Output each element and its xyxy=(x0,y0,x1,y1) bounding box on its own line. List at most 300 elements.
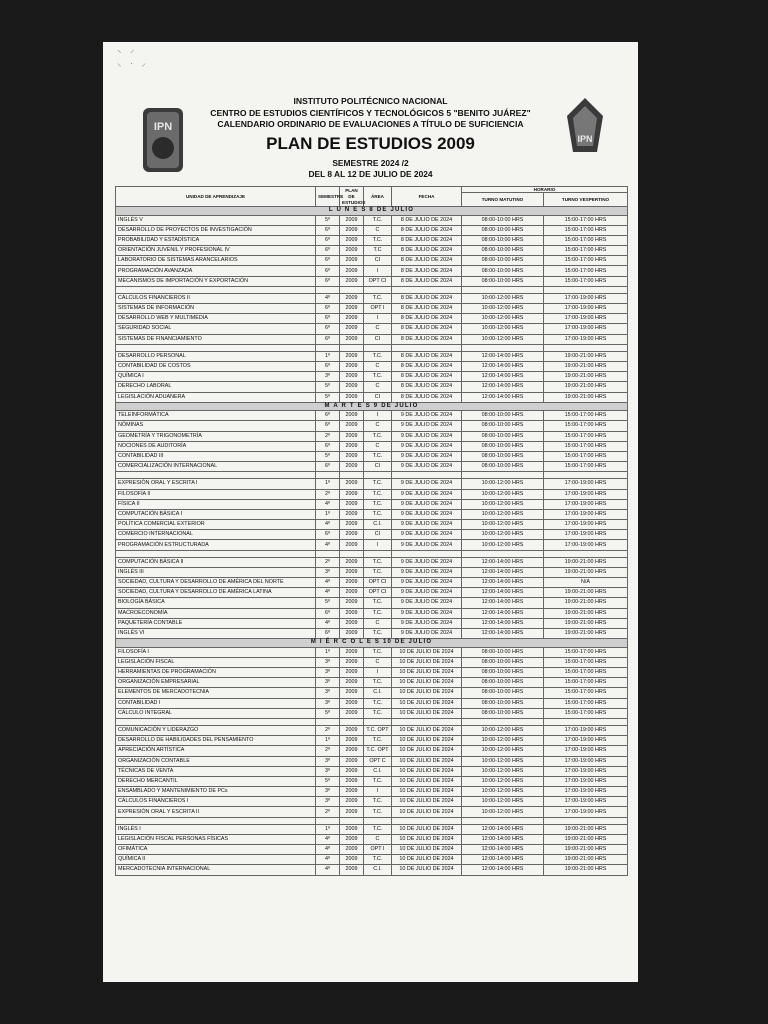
cell-unidad: MACROECONOMÍA xyxy=(116,608,316,618)
cell-plan: 2009 xyxy=(340,540,364,550)
cell-plan: 2009 xyxy=(340,657,364,667)
cell-semestre: 2º xyxy=(316,725,340,735)
cell-vespertino: 19:00-21:00 HRS xyxy=(544,588,628,598)
cell-area: I xyxy=(364,787,392,797)
cell-fecha: 8 DE JULIO DE 2024 xyxy=(392,256,462,266)
cell-vespertino: 17:00-19:00 HRS xyxy=(544,314,628,324)
cell-unidad: COMPUTACIÓN BÁSICA II xyxy=(116,557,316,567)
cell-plan: 2009 xyxy=(340,392,364,402)
cell-plan: 2009 xyxy=(340,334,364,344)
cell-fecha: 10 DE JULIO DE 2024 xyxy=(392,708,462,718)
cell-fecha: 8 DE JULIO DE 2024 xyxy=(392,304,462,314)
cell-matutino: 12:00-14:00 HRS xyxy=(462,845,544,855)
cell-unidad: EXPRESIÓN ORAL Y ESCRITA II xyxy=(116,807,316,817)
cell-vespertino: 15:00-17:00 HRS xyxy=(544,678,628,688)
cell-vespertino: 15:00-17:00 HRS xyxy=(544,225,628,235)
cell-semestre: 6º xyxy=(316,530,340,540)
cell-semestre: 1º xyxy=(316,479,340,489)
table-row xyxy=(116,567,628,577)
cell-semestre: 4º xyxy=(316,618,340,628)
cell-vespertino: 17:00-19:00 HRS xyxy=(544,776,628,786)
cell-unidad: LEGISLACIÓN ADUANERA xyxy=(116,392,316,402)
cell-vespertino: 17:00-19:00 HRS xyxy=(544,736,628,746)
cell-unidad: ORGANIZACIÓN EMPRESARIAL xyxy=(116,678,316,688)
table-row xyxy=(116,756,628,766)
cell-matutino: 10:00-12:00 HRS xyxy=(462,787,544,797)
cell-semestre: 3º xyxy=(316,372,340,382)
table-row xyxy=(116,266,628,276)
cell-matutino: 08:00-10:00 HRS xyxy=(462,678,544,688)
cell-matutino: 08:00-10:00 HRS xyxy=(462,266,544,276)
cell-semestre: 6º xyxy=(316,441,340,451)
spacer-cell xyxy=(364,472,392,479)
cell-fecha: 9 DE JULIO DE 2024 xyxy=(392,567,462,577)
cell-matutino: 10:00-12:00 HRS xyxy=(462,797,544,807)
cell-fecha: 9 DE JULIO DE 2024 xyxy=(392,540,462,550)
cell-semestre: 4º xyxy=(316,293,340,303)
spacer-cell xyxy=(364,817,392,824)
cell-vespertino: 15:00-17:00 HRS xyxy=(544,421,628,431)
cell-fecha: 10 DE JULIO DE 2024 xyxy=(392,746,462,756)
center-name: CENTRO DE ESTUDIOS CIENTÍFICOS Y TECNOLÓGICOS 5 "BENITO JUÁREZ" xyxy=(210,107,531,118)
cell-area: T.C. OPT xyxy=(364,746,392,756)
cell-area: T.C. xyxy=(364,489,392,499)
cell-fecha: 9 DE JULIO DE 2024 xyxy=(392,431,462,441)
cell-matutino: 10:00-12:00 HRS xyxy=(462,479,544,489)
cell-fecha: 10 DE JULIO DE 2024 xyxy=(392,678,462,688)
cell-area: T.C. xyxy=(364,567,392,577)
cell-plan: 2009 xyxy=(340,588,364,598)
cell-semestre: 5º xyxy=(316,708,340,718)
cell-unidad: LEGISLACIÓN FISCAL PERSONAS FÍSICAS xyxy=(116,834,316,844)
cell-area: C xyxy=(364,382,392,392)
day-header-row xyxy=(116,207,628,216)
cell-fecha: 8 DE JULIO DE 2024 xyxy=(392,215,462,225)
table-row xyxy=(116,304,628,314)
cell-fecha: 10 DE JULIO DE 2024 xyxy=(392,725,462,735)
spacer-cell xyxy=(392,344,462,351)
table-row xyxy=(116,421,628,431)
document-page xyxy=(103,42,638,982)
cell-area: T.C. xyxy=(364,451,392,461)
cell-fecha: 8 DE JULIO DE 2024 xyxy=(392,314,462,324)
cell-unidad: SISTEMAS DE INFORMACIÓN xyxy=(116,304,316,314)
table-row xyxy=(116,382,628,392)
cell-plan: 2009 xyxy=(340,756,364,766)
table-row xyxy=(116,324,628,334)
cell-matutino: 08:00-10:00 HRS xyxy=(462,421,544,431)
cell-fecha: 10 DE JULIO DE 2024 xyxy=(392,756,462,766)
cell-unidad: NÓMINAS xyxy=(116,421,316,431)
cell-unidad: SEGURIDAD SOCIAL xyxy=(116,324,316,334)
day-label: M I É R C O L E S 10 DE JULIO xyxy=(116,639,628,648)
cell-area: CI xyxy=(364,392,392,402)
table-row xyxy=(116,746,628,756)
cell-vespertino: 19:00-21:00 HRS xyxy=(544,361,628,371)
cell-vespertino: 19:00-21:00 HRS xyxy=(544,855,628,865)
cell-vespertino: 19:00-21:00 HRS xyxy=(544,618,628,628)
col-semestre: SEMESTRE xyxy=(316,187,340,207)
cell-matutino: 10:00-12:00 HRS xyxy=(462,807,544,817)
cell-fecha: 10 DE JULIO DE 2024 xyxy=(392,647,462,657)
cell-semestre: 6º xyxy=(316,608,340,618)
cell-plan: 2009 xyxy=(340,479,364,489)
cell-matutino: 08:00-10:00 HRS xyxy=(462,225,544,235)
cell-semestre: 6º xyxy=(316,421,340,431)
table-row xyxy=(116,855,628,865)
table-row xyxy=(116,246,628,256)
table-row xyxy=(116,540,628,550)
cell-semestre: 6º xyxy=(316,304,340,314)
cell-unidad: SOCIEDAD, CULTURA Y DESARROLLO DE AMÉRICA DEL NORTE xyxy=(116,578,316,588)
cell-unidad: CONTABILIDAD DE COSTOS xyxy=(116,361,316,371)
cell-matutino: 10:00-12:00 HRS xyxy=(462,725,544,735)
cell-fecha: 8 DE JULIO DE 2024 xyxy=(392,351,462,361)
cell-plan: 2009 xyxy=(340,578,364,588)
spacer-cell xyxy=(544,286,628,293)
cell-unidad: MERCADOTECNIA INTERNACIONAL xyxy=(116,865,316,875)
cell-fecha: 9 DE JULIO DE 2024 xyxy=(392,411,462,421)
day-label: M A R T E S 9 DE JULIO xyxy=(116,402,628,411)
table-row xyxy=(116,462,628,472)
cell-fecha: 10 DE JULIO DE 2024 xyxy=(392,698,462,708)
schedule-table xyxy=(115,186,628,876)
cell-semestre: 3º xyxy=(316,756,340,766)
cell-matutino: 12:00-14:00 HRS xyxy=(462,392,544,402)
cell-unidad: APRECIACIÓN ARTÍSTICA xyxy=(116,746,316,756)
cell-plan: 2009 xyxy=(340,628,364,638)
cell-unidad: DESARROLLO DE HABILIDADES DEL PENSAMIENTO xyxy=(116,736,316,746)
cell-vespertino: 19:00-21:00 HRS xyxy=(544,351,628,361)
cell-area: CI xyxy=(364,256,392,266)
cell-vespertino: 17:00-19:00 HRS xyxy=(544,530,628,540)
cell-vespertino: N/A xyxy=(544,578,628,588)
cell-area: C xyxy=(364,618,392,628)
cell-unidad: QUÍMICA I xyxy=(116,372,316,382)
cell-plan: 2009 xyxy=(340,421,364,431)
cell-unidad: CÁLCULOS FINANCIEROS I xyxy=(116,797,316,807)
cell-plan: 2009 xyxy=(340,688,364,698)
cell-semestre: 4º xyxy=(316,834,340,844)
cell-fecha: 10 DE JULIO DE 2024 xyxy=(392,766,462,776)
cell-unidad: FÍSICA II xyxy=(116,499,316,509)
cell-area: I xyxy=(364,411,392,421)
cell-semestre: 3º xyxy=(316,678,340,688)
table-row xyxy=(116,598,628,608)
table-row xyxy=(116,372,628,382)
cell-vespertino: 15:00-17:00 HRS xyxy=(544,647,628,657)
cell-matutino: 12:00-14:00 HRS xyxy=(462,598,544,608)
cell-plan: 2009 xyxy=(340,708,364,718)
cell-area: CI xyxy=(364,462,392,472)
table-row xyxy=(116,578,628,588)
cell-plan: 2009 xyxy=(340,855,364,865)
cell-semestre: 4º xyxy=(316,588,340,598)
cell-semestre: 3º xyxy=(316,668,340,678)
cell-semestre: 3º xyxy=(316,797,340,807)
cell-fecha: 8 DE JULIO DE 2024 xyxy=(392,324,462,334)
cell-plan: 2009 xyxy=(340,324,364,334)
cell-matutino: 12:00-14:00 HRS xyxy=(462,855,544,865)
cell-plan: 2009 xyxy=(340,276,364,286)
spacer-cell xyxy=(462,286,544,293)
cell-matutino: 08:00-10:00 HRS xyxy=(462,215,544,225)
cell-fecha: 9 DE JULIO DE 2024 xyxy=(392,530,462,540)
cell-matutino: 12:00-14:00 HRS xyxy=(462,834,544,844)
cell-vespertino: 17:00-19:00 HRS xyxy=(544,489,628,499)
cell-plan: 2009 xyxy=(340,304,364,314)
cell-area: T.C. xyxy=(364,824,392,834)
cell-unidad: OFIMÁTICA xyxy=(116,845,316,855)
cell-matutino: 12:00-14:00 HRS xyxy=(462,382,544,392)
cell-plan: 2009 xyxy=(340,530,364,540)
cell-unidad: COMERCIALIZACIÓN INTERNACIONAL xyxy=(116,462,316,472)
cell-matutino: 08:00-10:00 HRS xyxy=(462,698,544,708)
col-vespertino: TURNO VESPERTINO xyxy=(544,193,628,207)
cell-fecha: 9 DE JULIO DE 2024 xyxy=(392,588,462,598)
cell-semestre: 2º xyxy=(316,431,340,441)
cell-semestre: 6º xyxy=(316,276,340,286)
cell-area: C xyxy=(364,657,392,667)
col-horario: HORARIO xyxy=(462,187,628,193)
table-row xyxy=(116,657,628,667)
cell-matutino: 10:00-12:00 HRS xyxy=(462,293,544,303)
cell-area: T.C. OPT xyxy=(364,725,392,735)
cell-vespertino: 19:00-21:00 HRS xyxy=(544,834,628,844)
table-row xyxy=(116,293,628,303)
cell-plan: 2009 xyxy=(340,598,364,608)
cell-unidad: SISTEMAS DE FINANCIAMIENTO xyxy=(116,334,316,344)
cell-semestre: 1º xyxy=(316,509,340,519)
table-row xyxy=(116,276,628,286)
cell-matutino: 08:00-10:00 HRS xyxy=(462,668,544,678)
col-area: ÁREA xyxy=(364,187,392,207)
cell-fecha: 8 DE JULIO DE 2024 xyxy=(392,246,462,256)
cell-area: T.C. xyxy=(364,855,392,865)
cell-fecha: 10 DE JULIO DE 2024 xyxy=(392,657,462,667)
cell-plan: 2009 xyxy=(340,351,364,361)
cell-matutino: 12:00-14:00 HRS xyxy=(462,588,544,598)
cell-matutino: 10:00-12:00 HRS xyxy=(462,776,544,786)
cell-semestre: 1º xyxy=(316,824,340,834)
cell-semestre: 4º xyxy=(316,520,340,530)
cell-vespertino: 15:00-17:00 HRS xyxy=(544,266,628,276)
cell-matutino: 12:00-14:00 HRS xyxy=(462,824,544,834)
cell-unidad: POLÍTICA COMERCIAL EXTERIOR xyxy=(116,520,316,530)
cell-area: T.C. xyxy=(364,431,392,441)
cell-plan: 2009 xyxy=(340,372,364,382)
cell-plan: 2009 xyxy=(340,567,364,577)
cell-matutino: 08:00-10:00 HRS xyxy=(462,451,544,461)
table-row xyxy=(116,776,628,786)
cell-fecha: 9 DE JULIO DE 2024 xyxy=(392,520,462,530)
cell-plan: 2009 xyxy=(340,797,364,807)
semester-label: SEMESTRE 2024 /2 xyxy=(332,157,409,168)
cell-fecha: 10 DE JULIO DE 2024 xyxy=(392,807,462,817)
cell-vespertino: 15:00-17:00 HRS xyxy=(544,256,628,266)
cell-unidad: TÉCNICAS DE VENTA xyxy=(116,766,316,776)
cell-plan: 2009 xyxy=(340,807,364,817)
cell-semestre: 3º xyxy=(316,787,340,797)
table-row xyxy=(116,441,628,451)
cell-unidad: MECANISMOS DE IMPORTACIÓN Y EXPORTACIÓN xyxy=(116,276,316,286)
cell-plan: 2009 xyxy=(340,698,364,708)
cell-matutino: 12:00-14:00 HRS xyxy=(462,567,544,577)
table-row xyxy=(116,608,628,618)
cell-area: T.C. xyxy=(364,698,392,708)
spacer-cell xyxy=(544,550,628,557)
cell-plan: 2009 xyxy=(340,451,364,461)
cell-fecha: 9 DE JULIO DE 2024 xyxy=(392,578,462,588)
cell-semestre: 5º xyxy=(316,451,340,461)
spacer-cell xyxy=(462,817,544,824)
spacer-cell xyxy=(116,718,316,725)
cell-area: OPT CI xyxy=(364,578,392,588)
cell-area: T.C. xyxy=(364,628,392,638)
cell-semestre: 2º xyxy=(316,557,340,567)
cell-matutino: 10:00-12:00 HRS xyxy=(462,324,544,334)
cell-semestre: 6º xyxy=(316,314,340,324)
spacer-cell xyxy=(544,344,628,351)
cell-unidad: PROGRAMACIÓN AVANZADA xyxy=(116,266,316,276)
cell-matutino: 12:00-14:00 HRS xyxy=(462,372,544,382)
cell-matutino: 08:00-10:00 HRS xyxy=(462,462,544,472)
table-row xyxy=(116,520,628,530)
spacer-cell xyxy=(316,817,340,824)
cell-plan: 2009 xyxy=(340,256,364,266)
cell-semestre: 4º xyxy=(316,855,340,865)
cell-plan: 2009 xyxy=(340,215,364,225)
table-row xyxy=(116,479,628,489)
spacer-cell xyxy=(340,817,364,824)
spacer-cell xyxy=(116,286,316,293)
cell-semestre: 5º xyxy=(316,776,340,786)
table-row xyxy=(116,392,628,402)
table-row xyxy=(116,766,628,776)
cell-unidad: COMERCIO INTERNACIONAL xyxy=(116,530,316,540)
cell-area: T.C. xyxy=(364,479,392,489)
cell-matutino: 10:00-12:00 HRS xyxy=(462,499,544,509)
cell-matutino: 10:00-12:00 HRS xyxy=(462,766,544,776)
cell-vespertino: 15:00-17:00 HRS xyxy=(544,246,628,256)
cell-matutino: 12:00-14:00 HRS xyxy=(462,628,544,638)
cell-semestre: 6º xyxy=(316,256,340,266)
cell-plan: 2009 xyxy=(340,489,364,499)
table-row xyxy=(116,530,628,540)
cell-area: T.C. xyxy=(364,372,392,382)
cell-semestre: 1º xyxy=(316,736,340,746)
cell-matutino: 12:00-14:00 HRS xyxy=(462,608,544,618)
cell-semestre: 6º xyxy=(316,361,340,371)
cell-fecha: 10 DE JULIO DE 2024 xyxy=(392,668,462,678)
cell-matutino: 08:00-10:00 HRS xyxy=(462,441,544,451)
cell-vespertino: 17:00-19:00 HRS xyxy=(544,540,628,550)
cell-area: C.I. xyxy=(364,520,392,530)
cell-unidad: ELEMENTOS DE MERCADOTECNIA xyxy=(116,688,316,698)
cell-plan: 2009 xyxy=(340,725,364,735)
cell-area: T.C. xyxy=(364,608,392,618)
cell-matutino: 12:00-14:00 HRS xyxy=(462,361,544,371)
cell-area: CI xyxy=(364,334,392,344)
cell-fecha: 9 DE JULIO DE 2024 xyxy=(392,499,462,509)
cell-matutino: 10:00-12:00 HRS xyxy=(462,304,544,314)
spacer-cell xyxy=(392,550,462,557)
table-row xyxy=(116,235,628,245)
cell-vespertino: 17:00-19:00 HRS xyxy=(544,509,628,519)
cell-fecha: 9 DE JULIO DE 2024 xyxy=(392,489,462,499)
spacer-cell xyxy=(340,344,364,351)
cell-matutino: 08:00-10:00 HRS xyxy=(462,256,544,266)
cell-vespertino: 15:00-17:00 HRS xyxy=(544,668,628,678)
cell-semestre: 6º xyxy=(316,628,340,638)
cell-vespertino: 17:00-19:00 HRS xyxy=(544,766,628,776)
cell-plan: 2009 xyxy=(340,845,364,855)
cell-semestre: 5º xyxy=(316,392,340,402)
cell-vespertino: 17:00-19:00 HRS xyxy=(544,479,628,489)
spacer-cell xyxy=(364,718,392,725)
table-row xyxy=(116,845,628,855)
cell-semestre: 6º xyxy=(316,246,340,256)
cell-matutino: 10:00-12:00 HRS xyxy=(462,334,544,344)
cell-matutino: 12:00-14:00 HRS xyxy=(462,351,544,361)
cell-fecha: 10 DE JULIO DE 2024 xyxy=(392,834,462,844)
table-row xyxy=(116,668,628,678)
table-row xyxy=(116,725,628,735)
spacer-cell xyxy=(364,550,392,557)
plan-title: PLAN DE ESTUDIOS 2009 xyxy=(266,133,475,153)
cell-plan: 2009 xyxy=(340,293,364,303)
spacer-cell xyxy=(364,286,392,293)
table-row xyxy=(116,787,628,797)
cell-vespertino: 15:00-17:00 HRS xyxy=(544,462,628,472)
cell-area: T.C xyxy=(364,246,392,256)
cell-vespertino: 19:00-21:00 HRS xyxy=(544,567,628,577)
table-row xyxy=(116,351,628,361)
cell-unidad: NOCIONES DE AUDITORÍA xyxy=(116,441,316,451)
cell-unidad: PROGRAMACIÓN ESTRUCTURADA xyxy=(116,540,316,550)
cell-matutino: 12:00-14:00 HRS xyxy=(462,578,544,588)
cell-unidad: INGLÉS III xyxy=(116,567,316,577)
cell-matutino: 10:00-12:00 HRS xyxy=(462,520,544,530)
cell-vespertino: 19:00-21:00 HRS xyxy=(544,845,628,855)
cell-matutino: 10:00-12:00 HRS xyxy=(462,489,544,499)
cell-area: C xyxy=(364,441,392,451)
spacer-cell xyxy=(340,550,364,557)
cell-semestre: 4º xyxy=(316,499,340,509)
spacer-cell xyxy=(316,344,340,351)
spacer-cell xyxy=(462,472,544,479)
spacer-cell xyxy=(392,472,462,479)
cell-fecha: 8 DE JULIO DE 2024 xyxy=(392,361,462,371)
cell-semestre: 3º xyxy=(316,698,340,708)
cell-plan: 2009 xyxy=(340,776,364,786)
cell-unidad: CÁLCULO INTEGRAL xyxy=(116,708,316,718)
cell-vespertino: 19:00-21:00 HRS xyxy=(544,865,628,875)
cell-plan: 2009 xyxy=(340,557,364,567)
cell-unidad: COMPUTACIÓN BÁSICA I xyxy=(116,509,316,519)
cell-semestre: 4º xyxy=(316,845,340,855)
cell-matutino: 08:00-10:00 HRS xyxy=(462,657,544,667)
cell-semestre: 2º xyxy=(316,807,340,817)
cell-fecha: 10 DE JULIO DE 2024 xyxy=(392,845,462,855)
spacer-cell xyxy=(544,718,628,725)
cell-vespertino: 19:00-21:00 HRS xyxy=(544,392,628,402)
cell-vespertino: 15:00-17:00 HRS xyxy=(544,657,628,667)
cell-area: T.C. xyxy=(364,557,392,567)
cell-fecha: 8 DE JULIO DE 2024 xyxy=(392,235,462,245)
table-row xyxy=(116,647,628,657)
cell-unidad: TELEINFORMÁTICA xyxy=(116,411,316,421)
